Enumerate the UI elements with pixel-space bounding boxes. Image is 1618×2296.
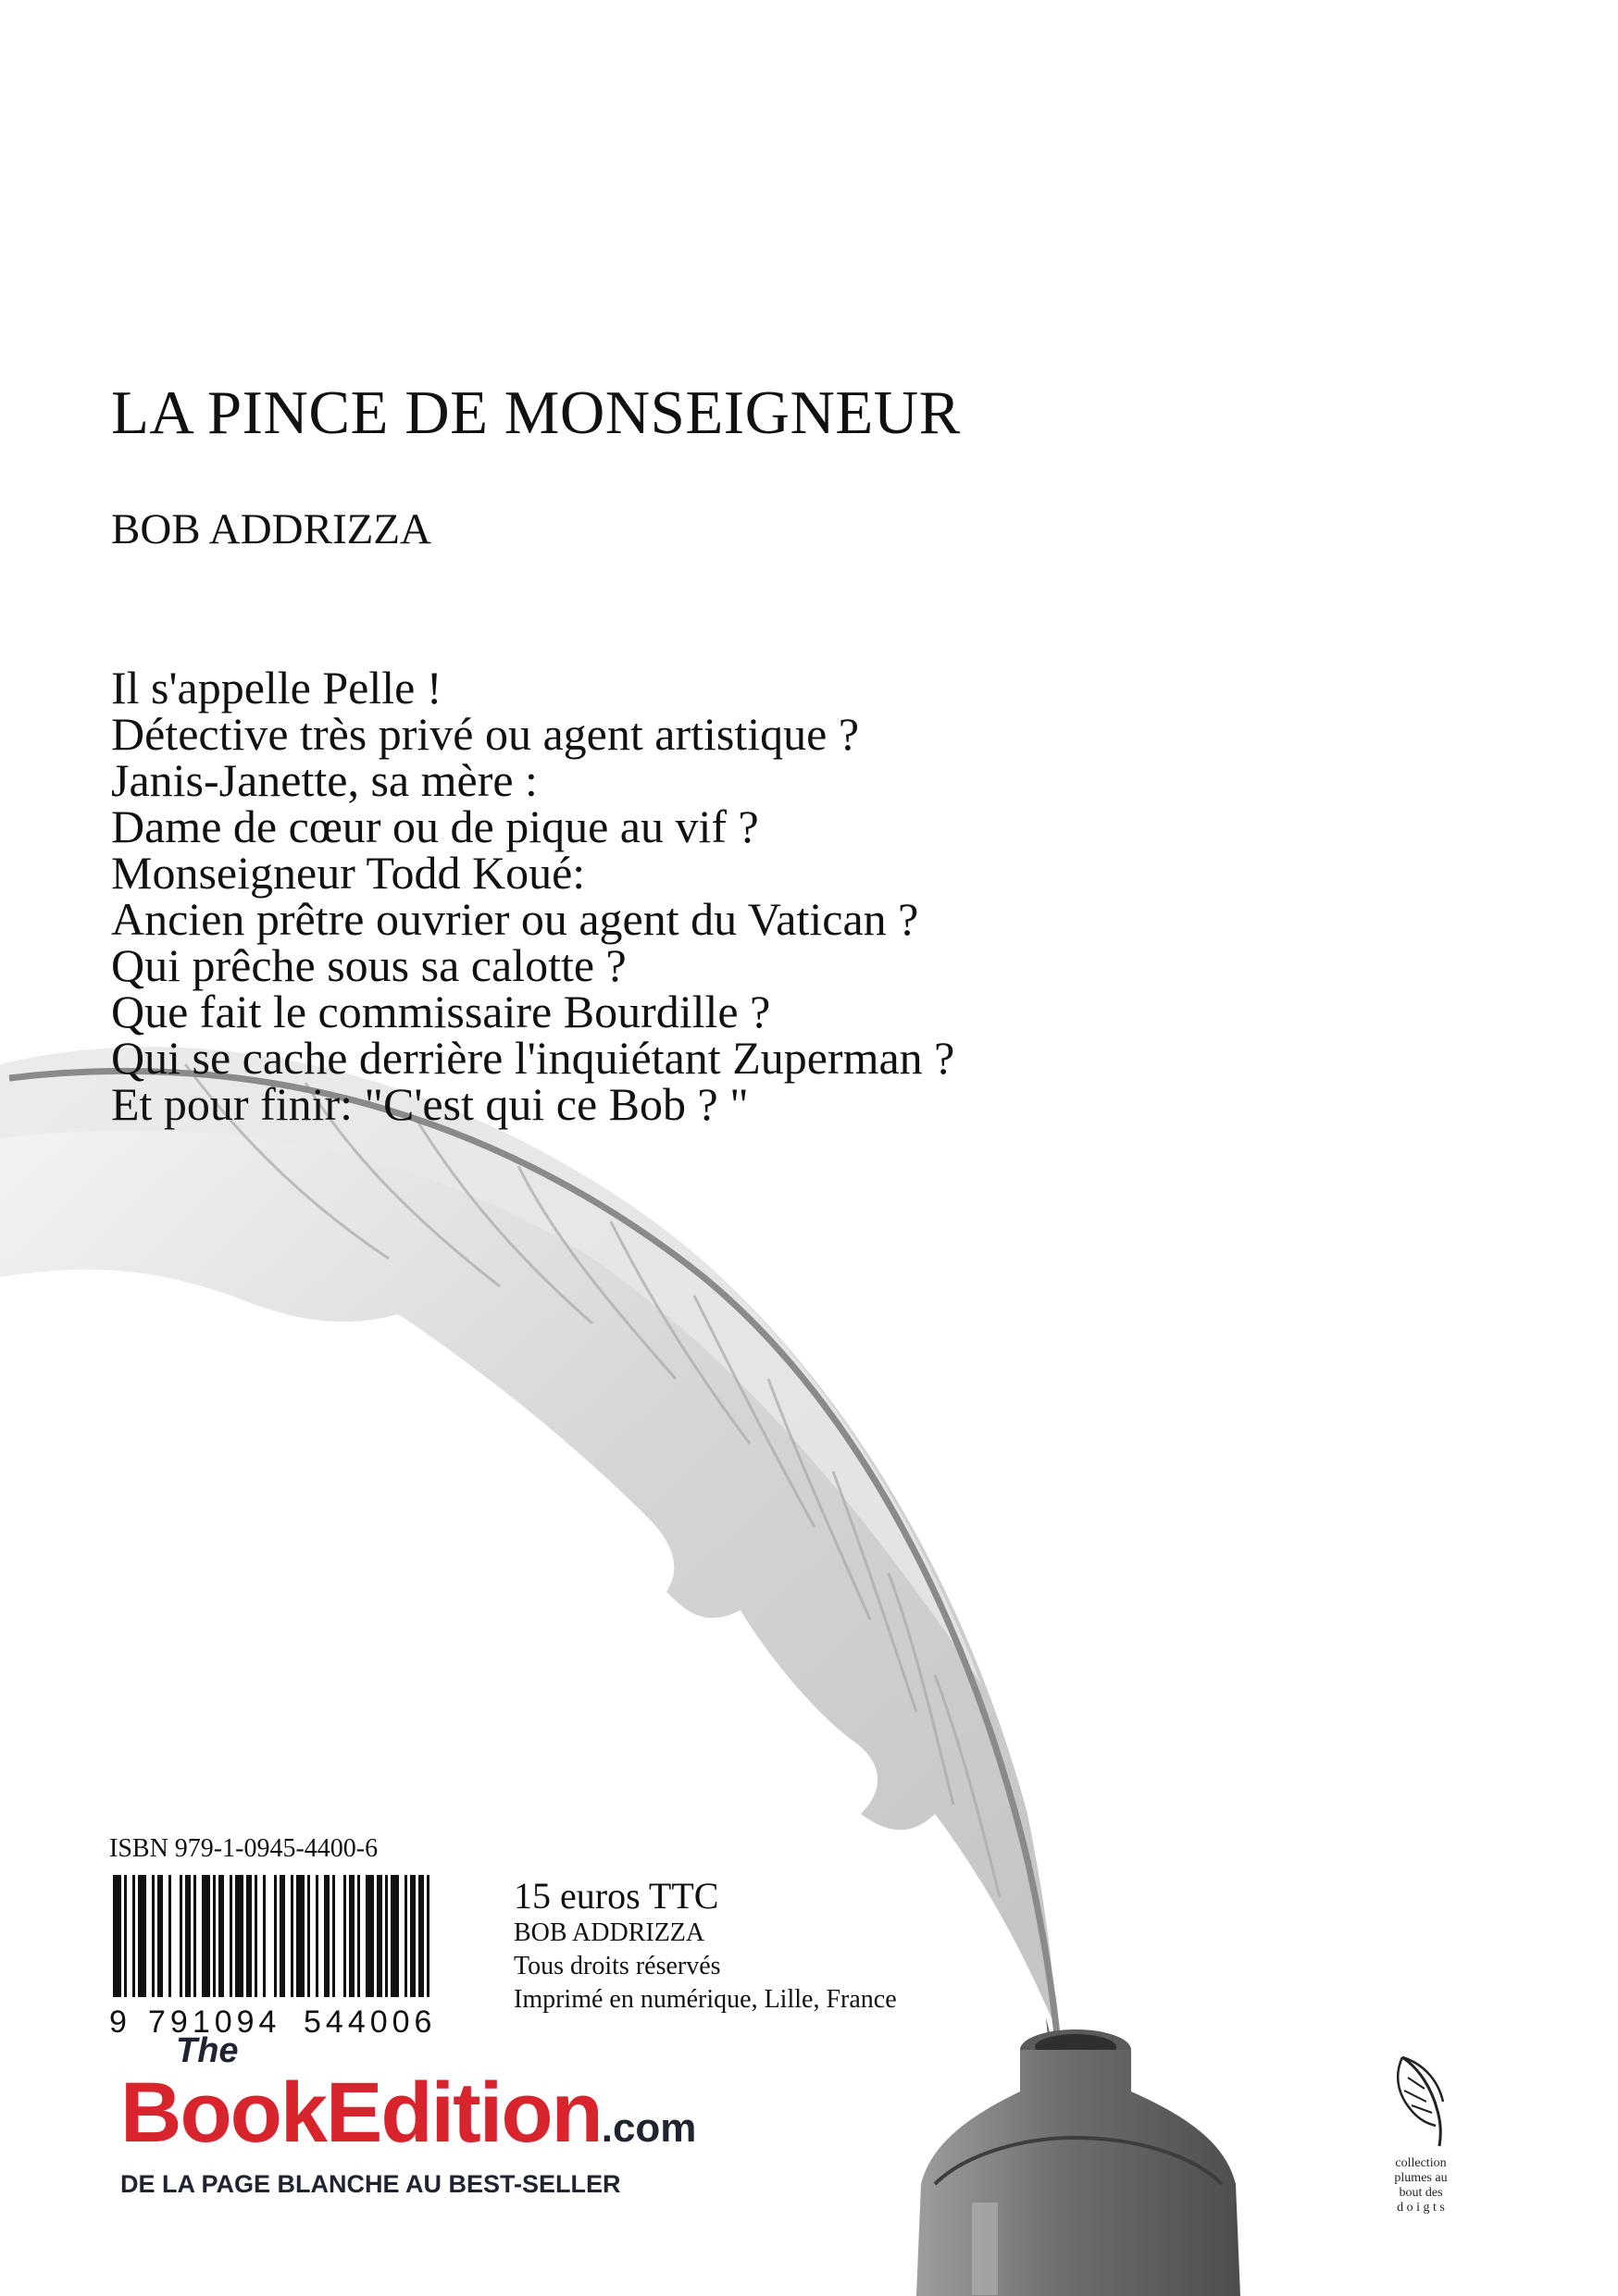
barcode-bar [255, 1875, 257, 1997]
blurb-line: Il s'appelle Pelle ! [111, 662, 442, 714]
logo-wordmark [120, 2065, 696, 2162]
blurb-line: Monseigneur Todd Koué: [111, 847, 586, 899]
barcode-bar [113, 1875, 121, 1997]
barcode [109, 1875, 456, 2037]
collection-line: bout des [1399, 2186, 1443, 2200]
printing-location: Imprimé en numérique, Lille, France [514, 1985, 897, 2014]
barcode-bar [427, 1875, 429, 1997]
collection-line: plumes au [1394, 2171, 1448, 2185]
barcode-bar [132, 1875, 135, 1997]
logo-domain: .com [601, 2105, 697, 2151]
feather-quill-icon [1384, 2050, 1458, 2152]
barcode-bar [274, 1875, 277, 1997]
barcode-bar [385, 1875, 388, 1997]
barcode-bar [349, 1875, 355, 1997]
barcode-digits-right: 544006 [304, 2004, 437, 2037]
barcode-digit-lead: 9 [109, 2004, 127, 2037]
logo-n: n [551, 2066, 602, 2160]
barcode-bar [324, 1875, 330, 1997]
barcode-bar [291, 1875, 293, 1997]
blurb-line: Détective très privé ou agent artistique ? [111, 708, 860, 760]
price: 15 euros TTC [514, 1875, 719, 1917]
barcode-bar [391, 1875, 399, 1997]
blurb-line: Et pour finir: "C'est qui ce Bob ? " [111, 1078, 749, 1130]
barcode-bar [307, 1875, 310, 1997]
book-title: LA PINCE DE MONSEIGNEUR [111, 379, 961, 447]
barcode-bar [246, 1875, 252, 1997]
blurb-line: Dame de cœur ou de pique au vif ? [111, 800, 759, 852]
author-name: BOB ADDRIZZA [111, 505, 431, 553]
collection-line: collection [1395, 2156, 1447, 2170]
barcode-bar [404, 1875, 407, 1997]
publication-info [514, 1876, 897, 2017]
barcode-bar [296, 1875, 305, 1997]
logo-o-quill: o [501, 2066, 552, 2160]
blurb-line: Janis-Janette, sa mère : [111, 754, 538, 806]
barcode-bar [168, 1875, 171, 1997]
collection-label [1370, 2156, 1472, 2215]
barcode-bar [235, 1875, 243, 1997]
barcode-bar [343, 1875, 346, 1997]
collection-mark [1370, 2050, 1472, 2215]
blurb-line: Que fait le commissaire Bourdille ? [111, 986, 771, 1037]
barcode-bar [202, 1875, 210, 1997]
barcode-bar [213, 1875, 216, 1997]
barcode-bar [138, 1875, 146, 1997]
barcode-bar [263, 1875, 266, 1997]
barcode-bar [316, 1875, 318, 1997]
collection-line: d o i g t s [1397, 2201, 1445, 2215]
publication-author: BOB ADDRIZZA [514, 1918, 705, 1947]
barcode-bar [418, 1875, 424, 1997]
isbn-label: ISBN 979-1-0945-4400-6 [109, 1834, 379, 1863]
logo-tagline: DE LA PAGE BLANCHE AU BEST-SELLER [120, 2170, 621, 2198]
barcode-bar [157, 1875, 163, 1997]
barcode-bar [357, 1875, 360, 1997]
blurb-line: Qui prêche sous sa calotte ? [111, 939, 627, 991]
back-cover-blurb [111, 662, 955, 1130]
barcode-bar [332, 1875, 335, 1997]
isbn-barcode-block [109, 1834, 437, 2037]
logo-the: The [176, 2031, 239, 2070]
blurb-line: Ancien prêtre ouvrier ou agent du Vatican ? [111, 893, 919, 945]
barcode-bar [185, 1875, 191, 1997]
barcode-bar [366, 1875, 374, 1997]
barcode-bar [193, 1875, 196, 1997]
barcode-bar [230, 1875, 232, 1997]
logo-wordmark-main: BookEditi [120, 2066, 502, 2160]
barcode-bar [152, 1875, 155, 1997]
barcode-bar [377, 1875, 382, 1997]
barcode-digits-left: 791094 [148, 2004, 281, 2037]
barcode-bar [410, 1875, 416, 1997]
blurb-line: Qui se cache derrière l'inquiétant Zuperman ? [111, 1032, 955, 1084]
barcode-bar [280, 1875, 285, 1997]
rights-notice: Tous droits réservés [514, 1952, 721, 1980]
barcode-bar [218, 1875, 224, 1997]
barcode-bar [180, 1875, 182, 1997]
barcode-bar [124, 1875, 127, 1997]
